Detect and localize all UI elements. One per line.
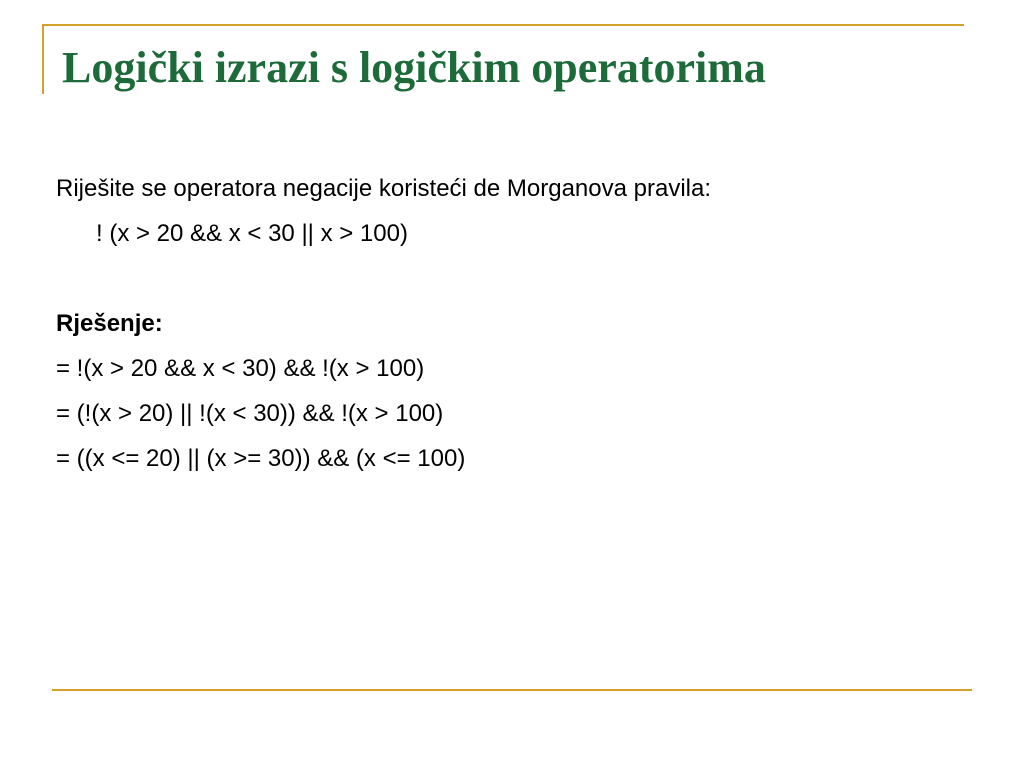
top-accent-line [42,24,964,26]
task-text: Riješite se operatora negacije koristeći de Morganova pravila: [56,175,712,202]
solution-label: Rješenje: [56,310,163,337]
expression-text: ! (x > 20 && x < 30 || x > 100) [96,220,408,247]
slide-body [56,166,956,481]
solution-step-3: = ((x <= 20) || (x >= 30)) && (x <= 100) [56,445,466,472]
solution-step-2: = (!(x > 20) || !(x < 30)) && !(x > 100) [56,400,444,427]
left-accent-line [42,24,44,94]
solution-step-1: = !(x > 20 && x < 30) && !(x > 100) [56,355,425,382]
spacer [56,256,956,301]
bottom-accent-line [52,689,972,691]
slide-title: Logički izrazi s logičkim operatorima [62,43,766,92]
